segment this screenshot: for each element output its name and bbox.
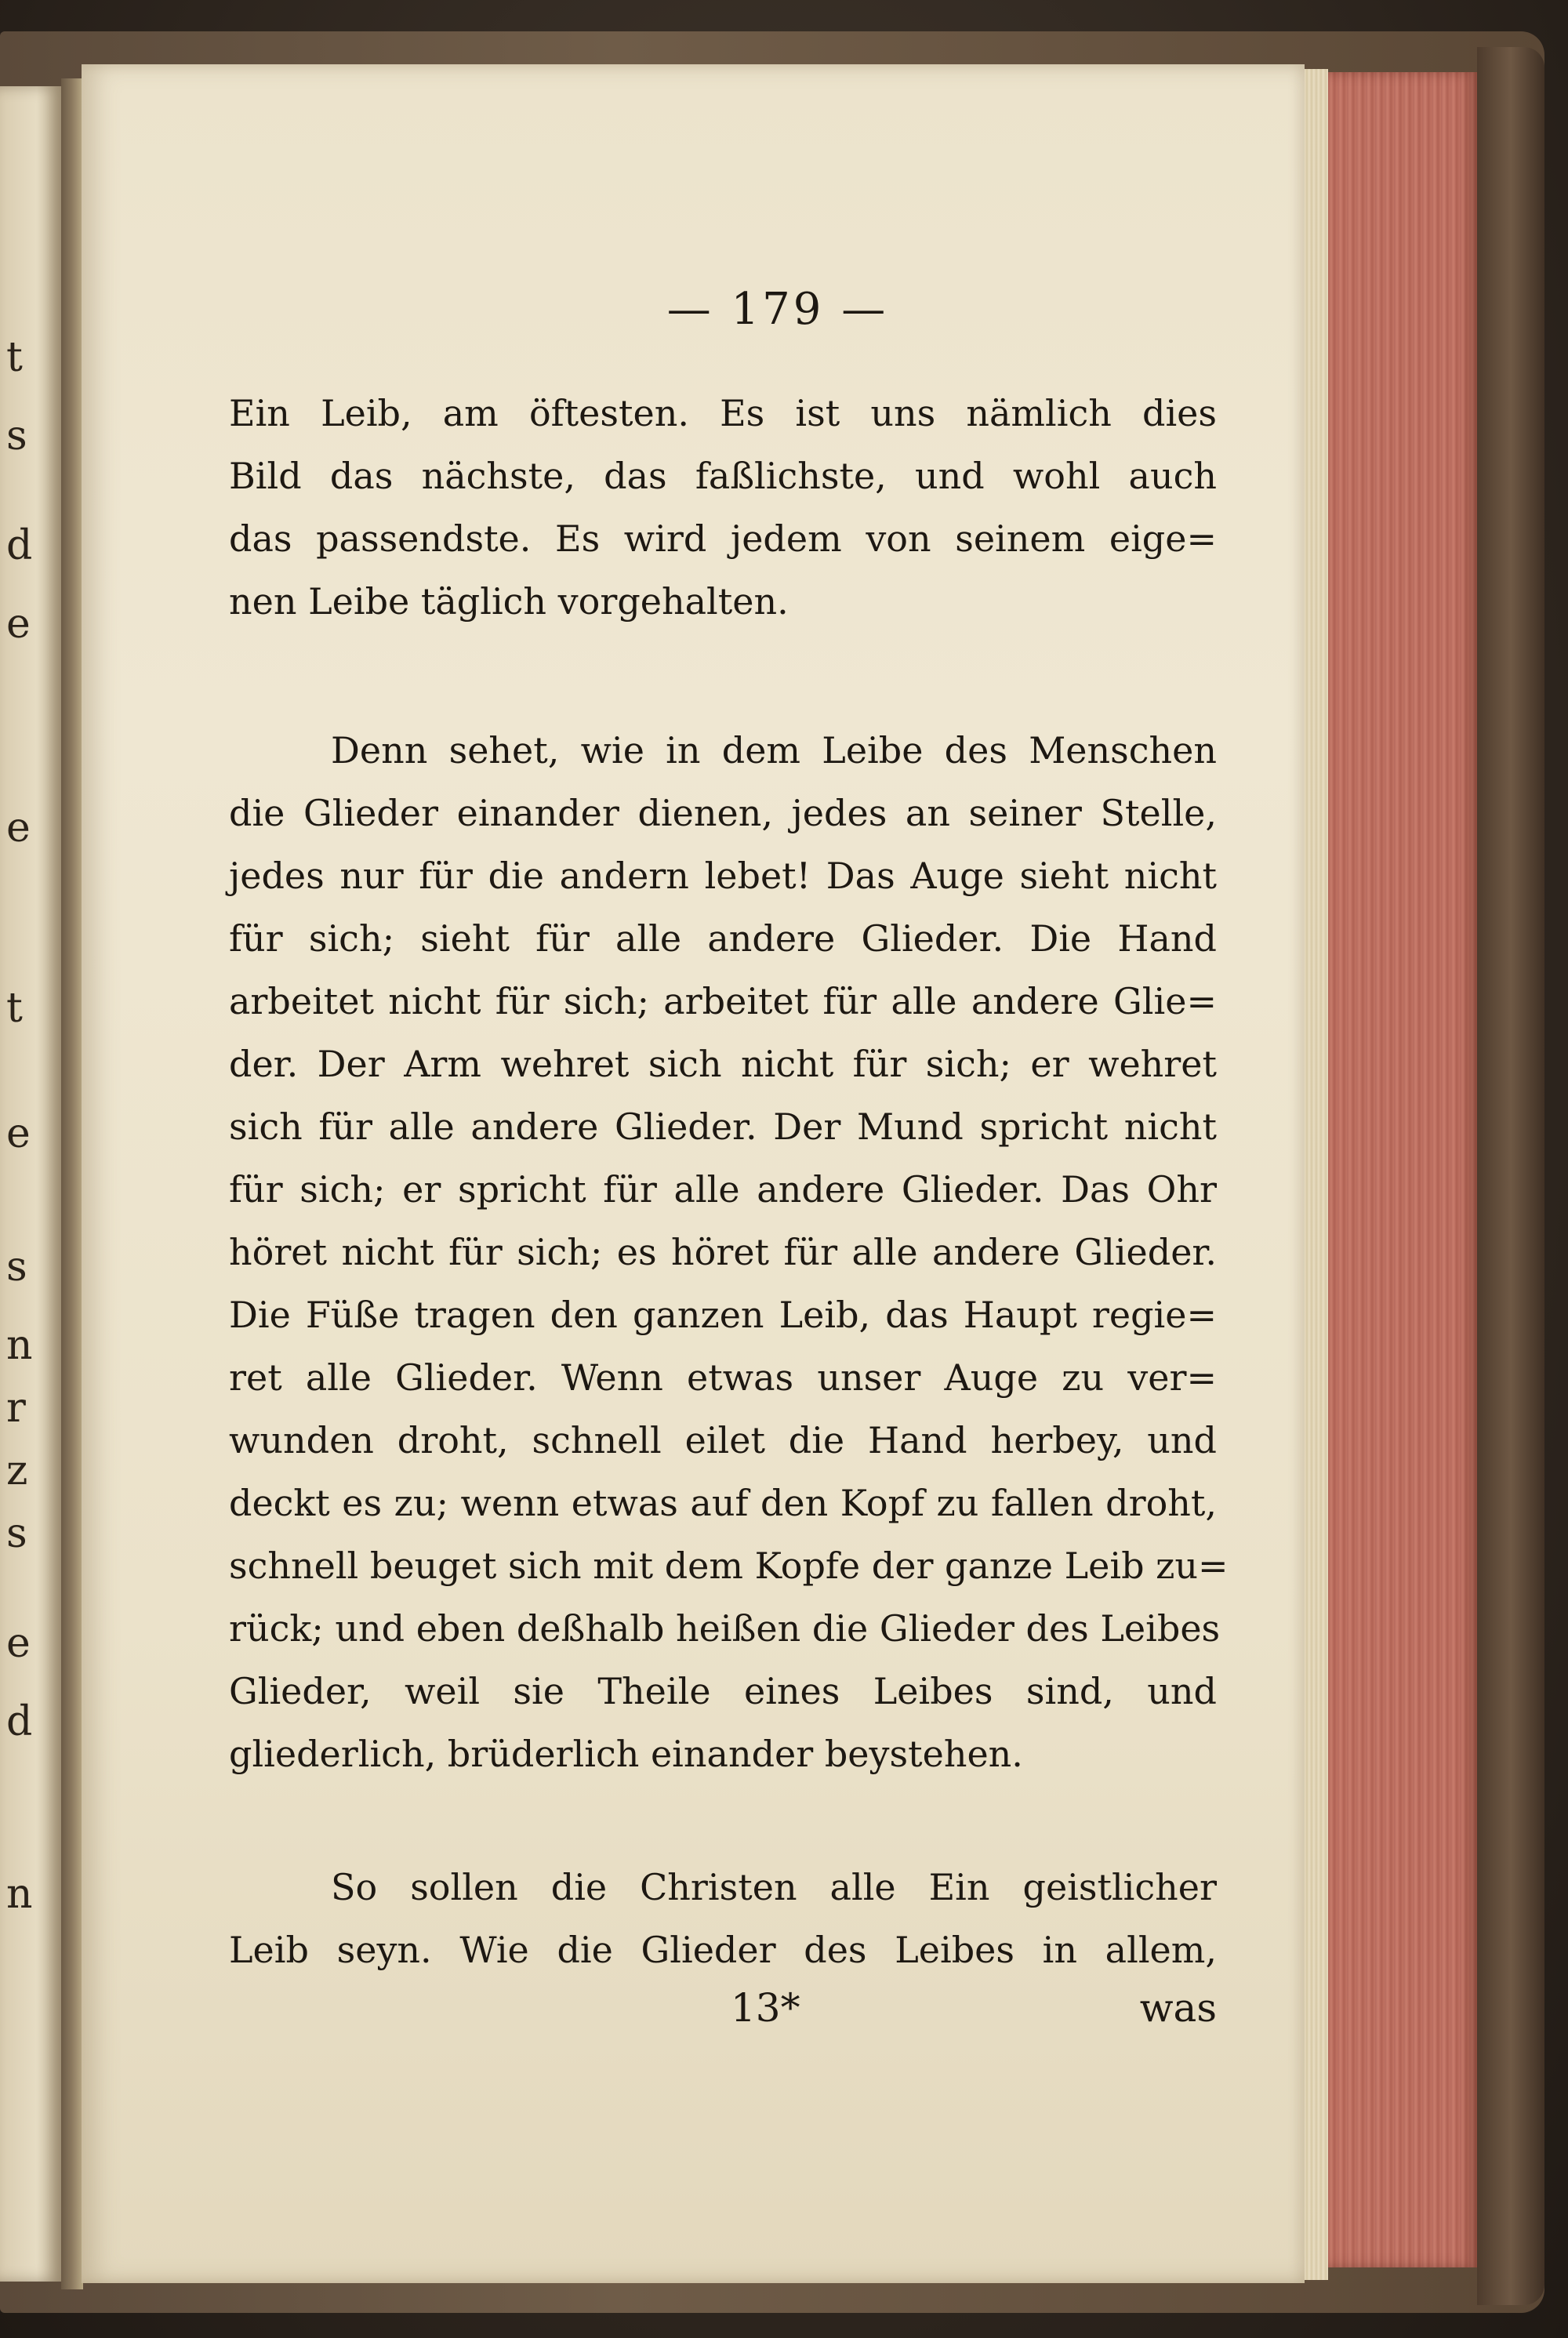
text-line: jedes nur für die andern lebet! Das Auge sieht nicht bbox=[229, 855, 1217, 897]
text-line: sich für alle andere Glieder. Der Mund spricht nicht bbox=[229, 1105, 1217, 1148]
fragment: t bbox=[6, 334, 23, 381]
page-number-header: — 179 — bbox=[666, 284, 889, 335]
text-line: wunden droht, schnell eilet die Hand herbey, und bbox=[229, 1419, 1217, 1461]
fragment: n bbox=[6, 1322, 33, 1369]
text-line: für sich; sieht für alle andere Glieder. Die Hand bbox=[229, 917, 1217, 960]
fragment: r bbox=[6, 1385, 26, 1432]
fragment: e bbox=[6, 1110, 31, 1157]
fragment: s bbox=[6, 1510, 27, 1557]
page-footer bbox=[229, 1985, 1217, 2048]
fragment: t bbox=[6, 985, 23, 1032]
facing-page bbox=[0, 86, 61, 2282]
fragment: d bbox=[6, 1698, 33, 1745]
text-line: die Glieder einander dienen, jedes an seiner Stelle, bbox=[229, 792, 1217, 834]
fragment: e bbox=[6, 804, 31, 851]
fragment: s bbox=[6, 1243, 27, 1291]
gutter bbox=[61, 78, 83, 2289]
text-line: Bild das nächste, das faßlichste, und wohl auch bbox=[229, 455, 1217, 497]
red-fore-edge bbox=[1328, 72, 1477, 2267]
text-line: rück; und eben deßhalb heißen die Glieder des Leibes bbox=[229, 1607, 1221, 1650]
right-page bbox=[82, 64, 1305, 2283]
text-line: arbeitet nicht für sich; arbeitet für alle andere Glie= bbox=[229, 980, 1217, 1022]
fragment: n bbox=[6, 1871, 33, 1918]
page-block-edge bbox=[1305, 69, 1328, 2280]
text-line: Glieder, weil sie Theile eines Leibes sind, und bbox=[229, 1670, 1217, 1712]
text-line: der. Der Arm wehret sich nicht für sich; er wehret bbox=[229, 1043, 1217, 1085]
text-line: Denn sehet, wie in dem Leibe des Menschen bbox=[331, 729, 1217, 771]
text-line: Leib seyn. Wie die Glieder des Leibes in allem, bbox=[229, 1929, 1217, 1971]
text-line: höret nicht für sich; es höret für alle andere Glieder. bbox=[229, 1231, 1217, 1273]
text-line: das passendste. Es wird jedem von seinem eige= bbox=[229, 517, 1217, 560]
facing-page-text-fragments bbox=[6, 86, 38, 2282]
fragment: d bbox=[6, 522, 33, 569]
text-line: So sollen die Christen alle Ein geistlicher bbox=[331, 1866, 1217, 1908]
catchword: was bbox=[1139, 1985, 1217, 2031]
paragraph-2 bbox=[229, 719, 1229, 1785]
text-line: deckt es zu; wenn etwas auf den Kopf zu fallen droht, bbox=[229, 1482, 1217, 1524]
text-line: schnell beuget sich mit dem Kopfe der ganze Leib zu= bbox=[229, 1545, 1229, 1587]
text-line: ret alle Glieder. Wenn etwas unser Auge zu ver= bbox=[229, 1356, 1217, 1399]
text-line: nen Leibe täglich vorgehalten. bbox=[229, 580, 789, 623]
paragraph-1 bbox=[229, 382, 1217, 633]
signature-mark: 13* bbox=[731, 1985, 800, 2031]
text-line: Die Füße tragen den ganzen Leib, das Haupt regie= bbox=[229, 1294, 1217, 1336]
fragment: s bbox=[6, 412, 27, 459]
paragraph-3 bbox=[229, 1856, 1217, 1981]
fragment: e bbox=[6, 601, 31, 648]
text-line: für sich; er spricht für alle andere Glieder. Das Ohr bbox=[229, 1168, 1217, 1211]
back-cover-edge bbox=[1477, 47, 1544, 2305]
text-line: Ein Leib, am öftesten. Es ist uns nämlich dies bbox=[229, 392, 1217, 434]
fragment: z bbox=[6, 1447, 28, 1494]
text-line: gliederlich, brüderlich einander beystehen. bbox=[229, 1733, 1023, 1775]
fragment: e bbox=[6, 1620, 31, 1667]
